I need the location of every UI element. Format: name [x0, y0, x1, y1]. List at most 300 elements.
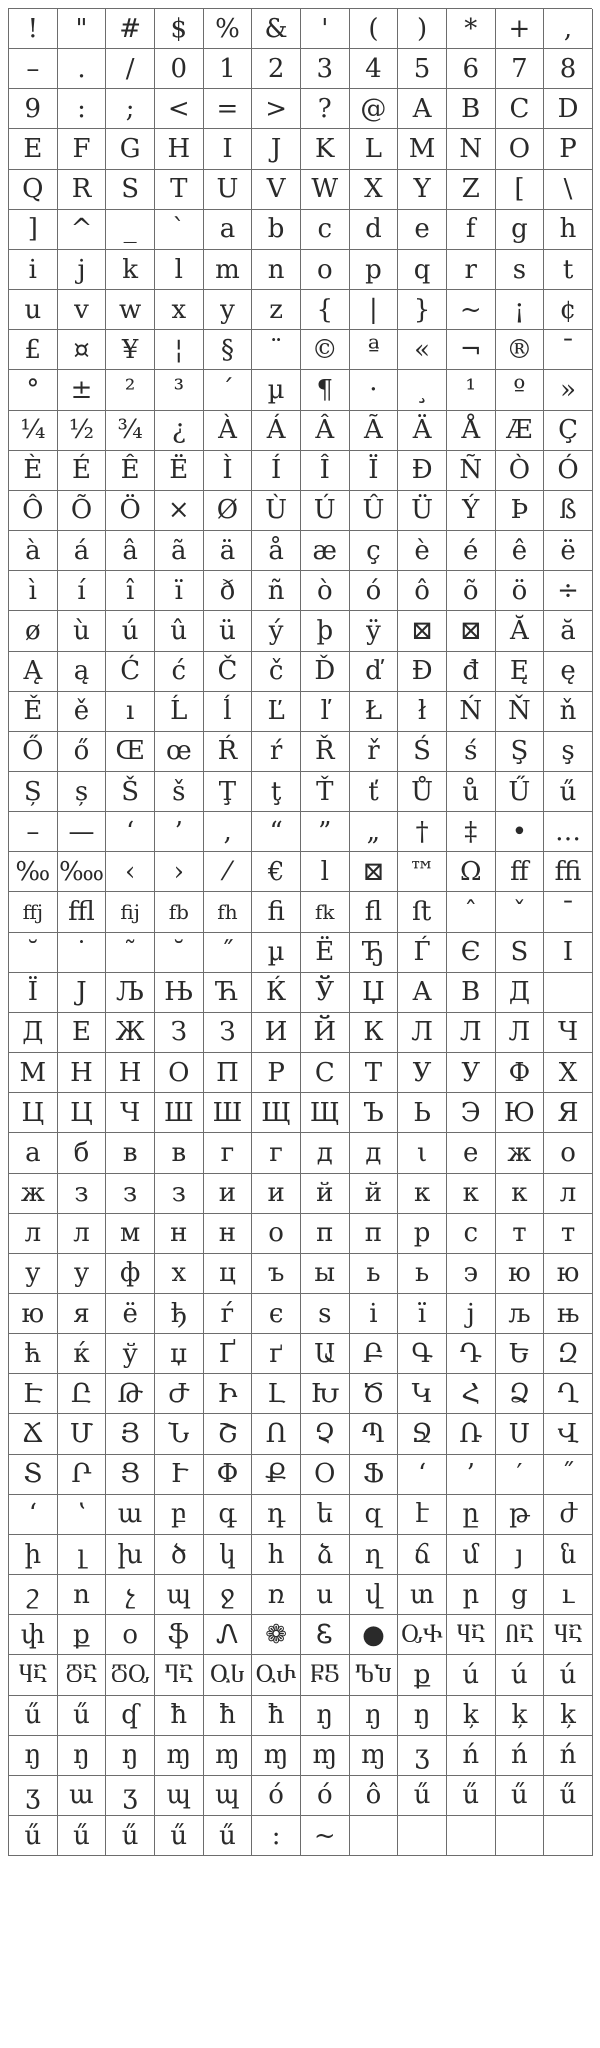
glyph-cell: %	[204, 9, 253, 49]
glyph-cell: i	[9, 250, 58, 290]
glyph-cell: &	[252, 9, 301, 49]
glyph-cell: À	[204, 411, 253, 451]
glyph-cell: K	[301, 129, 350, 169]
glyph-cell: ĺ	[204, 692, 253, 732]
glyph-cell: 1	[204, 49, 253, 89]
glyph-cell: µ	[252, 933, 301, 973]
glyph-cell: к	[447, 1174, 496, 1214]
glyph-cell: j	[58, 250, 107, 290]
glyph-cell: đ	[447, 652, 496, 692]
glyph-cell: ձ	[301, 1535, 350, 1575]
glyph-cell: Ĺ	[155, 692, 204, 732]
glyph-cell: Ë	[155, 451, 204, 491]
glyph-cell: ñ	[252, 571, 301, 611]
glyph-cell: ”	[301, 812, 350, 852]
glyph-cell: Đ	[398, 652, 447, 692]
glyph-cell: ‱	[58, 852, 107, 892]
glyph-cell: ђ	[155, 1294, 204, 1334]
glyph-cell: æ	[301, 531, 350, 571]
glyph-cell: ™	[398, 852, 447, 892]
glyph-cell: R	[58, 170, 107, 210]
glyph-cell: К	[350, 1013, 399, 1053]
glyph-cell: š	[155, 772, 204, 812]
glyph-cell: >	[252, 89, 301, 129]
glyph-cell: o	[301, 250, 350, 290]
glyph-cell: ¶	[301, 370, 350, 410]
glyph-cell: ß	[544, 491, 593, 531]
glyph-cell: ւ	[544, 1575, 593, 1615]
glyph-cell: ť	[350, 772, 399, 812]
glyph-cell: k	[106, 250, 155, 290]
glyph-cell: n	[252, 250, 301, 290]
glyph-cell: З	[155, 1013, 204, 1053]
glyph-cell: z	[252, 290, 301, 330]
glyph-cell: ö	[496, 571, 545, 611]
glyph-cell: l	[155, 250, 204, 290]
glyph-cell: [	[496, 170, 545, 210]
glyph-cell: լ	[58, 1535, 107, 1575]
glyph-cell: ႭႵ	[398, 1615, 447, 1655]
glyph-cell: Ë	[301, 933, 350, 973]
glyph-cell: ɯ	[58, 1776, 107, 1816]
glyph-cell: ﬀ	[496, 852, 545, 892]
glyph-cell: Ä	[398, 411, 447, 451]
glyph-cell: 8	[544, 49, 593, 89]
glyph-cell: ի	[9, 1535, 58, 1575]
glyph-cell: v	[58, 290, 107, 330]
glyph-cell: t	[544, 250, 593, 290]
glyph-cell: ¼	[9, 411, 58, 451]
glyph-cell: ¤	[58, 330, 107, 370]
glyph-cell: p	[350, 250, 399, 290]
glyph-cell: Ő	[9, 732, 58, 772]
glyph-cell: º	[496, 370, 545, 410]
glyph-cell: Ф	[496, 1053, 545, 1093]
glyph-cell: Z	[447, 170, 496, 210]
glyph-cell: ą	[58, 652, 107, 692]
glyph-cell: 6	[447, 49, 496, 89]
glyph-cell: ж	[9, 1174, 58, 1214]
glyph-cell: ы	[301, 1254, 350, 1294]
glyph-cell: л	[544, 1174, 593, 1214]
glyph-cell: Ω	[447, 852, 496, 892]
glyph-cell: W	[301, 170, 350, 210]
glyph-cell: В	[447, 973, 496, 1013]
glyph-cell: ա	[106, 1495, 155, 1535]
glyph-cell: ű	[544, 1776, 593, 1816]
glyph-cell: Ò	[496, 451, 545, 491]
glyph-cell: ‹	[106, 852, 155, 892]
glyph-cell: Ô	[9, 491, 58, 531]
glyph-cell: є	[252, 1294, 301, 1334]
glyph-cell: ?	[301, 89, 350, 129]
glyph-cell: Ъ	[350, 1093, 399, 1133]
glyph-cell: Ց	[106, 1455, 155, 1495]
glyph-cell: Ն	[155, 1414, 204, 1454]
glyph-cell: ї	[398, 1294, 447, 1334]
glyph-cell: ¾	[106, 411, 155, 451]
glyph-cell: †	[398, 812, 447, 852]
glyph-cell: ղ	[350, 1535, 399, 1575]
glyph-cell: Ќ	[252, 973, 301, 1013]
glyph-cell: ç	[350, 531, 399, 571]
glyph-cell: ր	[447, 1575, 496, 1615]
glyph-cell: ×	[155, 491, 204, 531]
glyph-cell: գ	[204, 1495, 253, 1535]
glyph-cell: Ւ	[155, 1455, 204, 1495]
glyph-cell: Ø	[204, 491, 253, 531]
glyph-cell: ɱ	[301, 1736, 350, 1776]
glyph-cell: ь	[350, 1254, 399, 1294]
glyph-cell: |	[350, 290, 399, 330]
glyph-cell: ˆ	[447, 892, 496, 932]
glyph-cell: Ꮑ	[204, 1615, 253, 1655]
glyph-cell: Q	[9, 170, 58, 210]
glyph-cell: ¸	[398, 370, 447, 410]
glyph-cell: S	[496, 933, 545, 973]
glyph-cell: г	[204, 1133, 253, 1173]
glyph-cell: З	[204, 1013, 253, 1053]
glyph-cell: ô	[350, 1776, 399, 1816]
glyph-cell: ႣႠ	[58, 1655, 107, 1695]
glyph-cell: .	[58, 49, 107, 89]
glyph-cell: Ś	[398, 732, 447, 772]
glyph-cell	[496, 1816, 545, 1856]
glyph-cell: й	[301, 1174, 350, 1214]
glyph-cell: è	[398, 531, 447, 571]
glyph-cell: $	[155, 9, 204, 49]
glyph-cell: Ș	[9, 772, 58, 812]
glyph-cell: ţ	[252, 772, 301, 812]
glyph-cell: ÷	[544, 571, 593, 611]
glyph-cell: я	[58, 1294, 107, 1334]
glyph-cell: т	[496, 1214, 545, 1254]
glyph-cell: ⊠	[447, 611, 496, 651]
glyph-cell: М	[9, 1053, 58, 1093]
glyph-cell: Æ	[496, 411, 545, 451]
glyph-cell: ª	[350, 330, 399, 370]
glyph-cell: ď	[350, 652, 399, 692]
glyph-cell: ş	[544, 732, 593, 772]
glyph-cell: ց	[496, 1575, 545, 1615]
glyph-cell: է	[398, 1495, 447, 1535]
glyph-cell: Ժ	[155, 1374, 204, 1414]
glyph-cell: վ	[350, 1575, 399, 1615]
glyph-cell: ʒ	[398, 1736, 447, 1776]
glyph-cell: А	[398, 973, 447, 1013]
glyph-cell: ;	[106, 89, 155, 129]
glyph-cell: ռ	[252, 1575, 301, 1615]
glyph-cell: ^	[58, 210, 107, 250]
glyph-cell: У	[447, 1053, 496, 1093]
glyph-cell: –	[9, 49, 58, 89]
glyph-cell: G	[106, 129, 155, 169]
glyph-cell: ű	[58, 1696, 107, 1736]
glyph-cell: л	[9, 1214, 58, 1254]
glyph-cell: ¹	[447, 370, 496, 410]
glyph-cell: ħ	[204, 1696, 253, 1736]
glyph-cell: փ	[9, 1615, 58, 1655]
glyph-cell: С	[301, 1053, 350, 1093]
glyph-cell: ʒ	[9, 1776, 58, 1816]
glyph-cell: Щ	[301, 1093, 350, 1133]
glyph-cell: ľ	[301, 692, 350, 732]
glyph-cell: '	[301, 9, 350, 49]
glyph-cell: È	[9, 451, 58, 491]
glyph-cell: 4	[350, 49, 399, 89]
glyph-cell: Ř	[301, 732, 350, 772]
glyph-cell: յ	[496, 1535, 545, 1575]
glyph-cell: #	[106, 9, 155, 49]
glyph-cell: О	[155, 1053, 204, 1093]
glyph-cell: ˝	[204, 933, 253, 973]
glyph-cell: ﬂ	[350, 892, 399, 932]
glyph-cell: /	[106, 49, 155, 89]
glyph-cell: Ր	[58, 1455, 107, 1495]
glyph-cell: э	[447, 1254, 496, 1294]
glyph-cell: Պ	[350, 1414, 399, 1454]
glyph-cell: Ա	[301, 1334, 350, 1374]
glyph-cell: 7	[496, 49, 545, 89]
glyph-cell: м	[106, 1214, 155, 1254]
glyph-cell: à	[9, 531, 58, 571]
glyph-cell: ń	[447, 1736, 496, 1776]
glyph-cell: ႣႭ	[106, 1655, 155, 1695]
glyph-cell: ծ	[155, 1535, 204, 1575]
glyph-cell: ‘	[106, 812, 155, 852]
glyph-cell: Կ	[398, 1374, 447, 1414]
glyph-cell: й	[350, 1174, 399, 1214]
glyph-cell: ű	[447, 1776, 496, 1816]
glyph-cell: J	[58, 973, 107, 1013]
glyph-cell: @	[350, 89, 399, 129]
glyph-cell: ʻ	[9, 1495, 58, 1535]
glyph-cell: ś	[447, 732, 496, 772]
glyph-cell: Ի	[204, 1374, 253, 1414]
glyph-cell: Ш	[155, 1093, 204, 1133]
glyph-cell: č	[252, 652, 301, 692]
glyph-cell: ս	[301, 1575, 350, 1615]
glyph-cell: )	[398, 9, 447, 49]
glyph-cell: ﬀj	[9, 892, 58, 932]
glyph-cell: ѓ	[204, 1294, 253, 1334]
glyph-cell: Œ	[106, 732, 155, 772]
glyph-cell: ę	[544, 652, 593, 692]
glyph-cell: ը	[447, 1495, 496, 1535]
glyph-cell: Ö	[106, 491, 155, 531]
glyph-cell: `	[155, 210, 204, 250]
glyph-cell: ŕ	[252, 732, 301, 772]
glyph-cell: П	[204, 1053, 253, 1093]
glyph-cell: ႳႰ	[252, 1655, 301, 1695]
glyph-cell: ɱ	[252, 1736, 301, 1776]
glyph-cell: ŋ	[398, 1696, 447, 1736]
glyph-cell: <	[155, 89, 204, 129]
glyph-cell: Ո	[252, 1414, 301, 1454]
glyph-cell: Յ	[106, 1414, 155, 1454]
glyph-cell: ժ	[544, 1495, 593, 1535]
glyph-cell: ք	[398, 1655, 447, 1695]
glyph-cell: к	[398, 1174, 447, 1214]
glyph-cell: ¿	[155, 411, 204, 451]
glyph-cell: ˜	[106, 933, 155, 973]
glyph-cell: ﬁ	[252, 892, 301, 932]
glyph-cell: “	[252, 812, 301, 852]
glyph-cell: о	[252, 1214, 301, 1254]
glyph-cell: F	[58, 129, 107, 169]
glyph-cell: Ŕ	[204, 732, 253, 772]
glyph-cell: ›	[155, 852, 204, 892]
glyph-cell: թ	[496, 1495, 545, 1535]
glyph-cell: ´	[204, 370, 253, 410]
glyph-cell: û	[155, 611, 204, 651]
glyph-cell: в	[106, 1133, 155, 1173]
glyph-cell: õ	[447, 571, 496, 611]
glyph-cell: ń	[496, 1736, 545, 1776]
glyph-cell: J	[252, 129, 301, 169]
glyph-cell: ●	[350, 1615, 399, 1655]
glyph-cell: կ	[204, 1535, 253, 1575]
glyph-cell: ɰ	[155, 1776, 204, 1816]
glyph-cell: Д	[496, 973, 545, 1013]
glyph-cell: r	[447, 250, 496, 290]
glyph-cell: Â	[301, 411, 350, 451]
glyph-cell: Ć	[106, 652, 155, 692]
glyph-cell: Ж	[106, 1013, 155, 1053]
glyph-cell: У	[398, 1053, 447, 1093]
glyph-cell: Հ	[447, 1374, 496, 1414]
glyph-cell: ⁄	[204, 852, 253, 892]
glyph-cell: Š	[106, 772, 155, 812]
glyph-cell: Ծ	[350, 1374, 399, 1414]
glyph-cell: ł	[398, 692, 447, 732]
glyph-cell: Ð	[398, 451, 447, 491]
glyph-cell: f	[447, 210, 496, 250]
glyph-cell: ﬅ	[398, 892, 447, 932]
glyph-cell: Õ	[58, 491, 107, 531]
glyph-cell: Ц	[58, 1093, 107, 1133]
glyph-cell: ն	[544, 1535, 593, 1575]
glyph-cell: и	[252, 1174, 301, 1214]
glyph-cell: Н	[58, 1053, 107, 1093]
glyph-cell: á	[58, 531, 107, 571]
glyph-cell: Т	[350, 1053, 399, 1093]
glyph-cell: г	[252, 1133, 301, 1173]
glyph-cell: Ս	[496, 1414, 545, 1454]
glyph-cell: Ю	[496, 1093, 545, 1133]
glyph-cell: ÿ	[350, 611, 399, 651]
glyph-cell: ц	[204, 1254, 253, 1294]
glyph-cell: ±	[58, 370, 107, 410]
glyph-cell: с	[447, 1214, 496, 1254]
glyph-cell: ň	[544, 692, 593, 732]
glyph-cell: у	[9, 1254, 58, 1294]
glyph-cell: Î	[301, 451, 350, 491]
glyph-cell: ì	[9, 571, 58, 611]
glyph-cell: ħ	[155, 1696, 204, 1736]
glyph-cell: …	[544, 812, 593, 852]
glyph-cell: M	[398, 129, 447, 169]
glyph-cell: Ľ	[252, 692, 301, 732]
glyph-cell: Ç	[544, 411, 593, 451]
glyph-cell: ў	[106, 1334, 155, 1374]
glyph-cell: Ñ	[447, 451, 496, 491]
glyph-cell: ¯	[544, 330, 593, 370]
glyph-cell: Å	[447, 411, 496, 451]
glyph-cell: ю	[496, 1254, 545, 1294]
glyph-cell: 5	[398, 49, 447, 89]
glyph-cell: œ	[155, 732, 204, 772]
glyph-cell: Ч	[544, 1013, 593, 1053]
glyph-cell: ¦	[155, 330, 204, 370]
glyph-cell: ‰	[9, 852, 58, 892]
glyph-cell: B	[447, 89, 496, 129]
glyph-cell: î	[106, 571, 155, 611]
glyph-cell: a	[204, 210, 253, 250]
glyph-cell: њ	[544, 1294, 593, 1334]
glyph-cell: Ţ	[204, 772, 253, 812]
glyph-cell: ¯	[544, 892, 593, 932]
glyph-cell: Գ	[398, 1334, 447, 1374]
glyph-cell: 9	[9, 89, 58, 129]
glyph-cell: ћ	[9, 1334, 58, 1374]
glyph-cell: ħ	[252, 1696, 301, 1736]
glyph-cell: Є	[447, 933, 496, 973]
glyph-cell: ’	[447, 1455, 496, 1495]
glyph-cell: •	[496, 812, 545, 852]
glyph-cell: Ü	[398, 491, 447, 531]
glyph-cell: մ	[447, 1535, 496, 1575]
glyph-cell	[544, 973, 593, 1013]
glyph-cell: ú	[447, 1655, 496, 1695]
glyph-cell: ե	[301, 1495, 350, 1535]
glyph-cell: £	[9, 330, 58, 370]
glyph-cell: շ	[9, 1575, 58, 1615]
glyph-cell: т	[544, 1214, 593, 1254]
glyph-cell: Դ	[447, 1334, 496, 1374]
glyph-cell: ႷႠ	[544, 1615, 593, 1655]
glyph-cell: Ý	[447, 491, 496, 531]
glyph-cell: к	[496, 1174, 545, 1214]
glyph-cell: д	[301, 1133, 350, 1173]
glyph-cell: ʻ	[398, 1455, 447, 1495]
glyph-cell: Ք	[252, 1455, 301, 1495]
glyph-cell: ɱ	[155, 1736, 204, 1776]
glyph-cell: ~	[447, 290, 496, 330]
glyph-cell: з	[106, 1174, 155, 1214]
glyph-cell: Р	[252, 1053, 301, 1093]
glyph-cell: Ú	[301, 491, 350, 531]
glyph-cell: ⊠	[398, 611, 447, 651]
glyph-cell: պ	[155, 1575, 204, 1615]
glyph-cell: о	[544, 1133, 593, 1173]
glyph-cell: ů	[447, 772, 496, 812]
glyph-cell: п	[301, 1214, 350, 1254]
glyph-cell: Է	[9, 1374, 58, 1414]
glyph-cell: ֆ	[155, 1615, 204, 1655]
glyph-cell: ‡	[447, 812, 496, 852]
glyph-cell: ё	[106, 1294, 155, 1334]
glyph-cell: ႷႠ	[447, 1615, 496, 1655]
glyph-cell: µ	[252, 370, 301, 410]
glyph-cell: þ	[301, 611, 350, 651]
glyph-cell: \	[544, 170, 593, 210]
glyph-cell: ó	[252, 1776, 301, 1816]
glyph-cell: ó	[350, 571, 399, 611]
glyph-cell: Ą	[9, 652, 58, 692]
glyph-cell: ű	[544, 772, 593, 812]
glyph-cell: Զ	[544, 1334, 593, 1374]
